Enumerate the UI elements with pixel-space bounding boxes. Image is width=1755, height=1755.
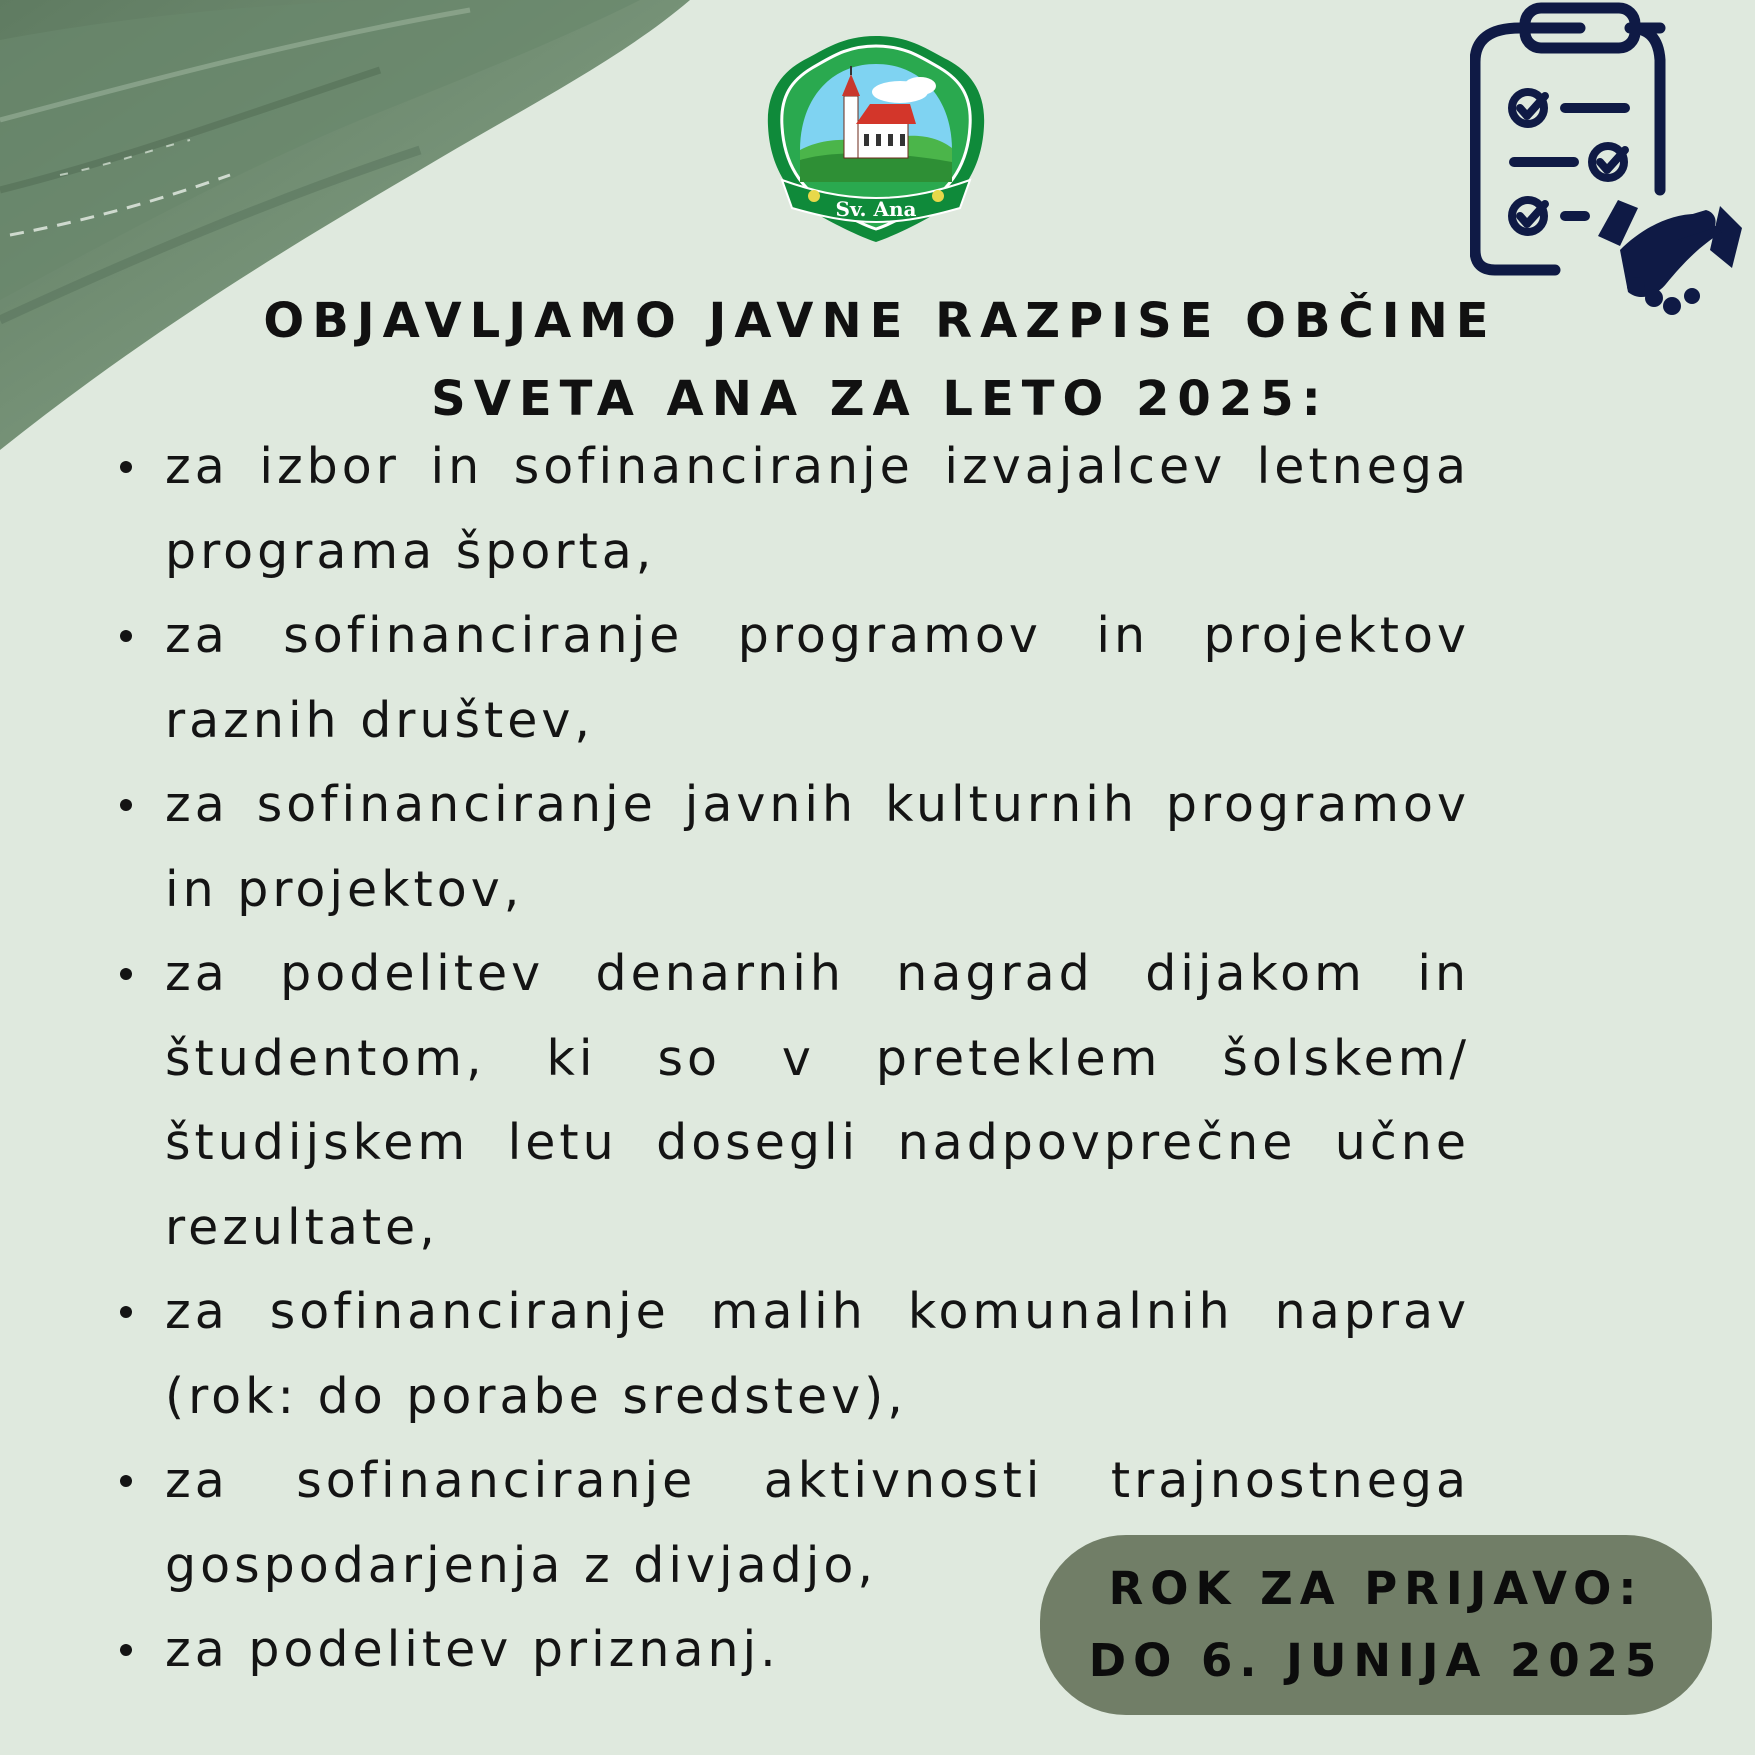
call-list [110, 425, 1470, 1693]
deadline-line-1: ROK ZA PRIJAVO: [1108, 1562, 1644, 1615]
call-item-culture: za sofinanciranje javnih kulturnih programov in projektov, [110, 763, 1470, 932]
heading-line-2: SVETA ANA ZA LETO 2025: [431, 371, 1329, 427]
call-item-student-awards: za podelitev denarnih nagrad dijakom in študentom, ki so v preteklem šolskem/ študijskem letu dosegli nadpovprečne učne rezultate, [110, 932, 1470, 1270]
call-item-societies: za sofinanciranje programov in projektov raznih društev, [110, 594, 1470, 763]
deadline-line-2: DO 6. JUNIJA 2025 [1088, 1634, 1664, 1687]
announcement-heading [230, 282, 1530, 438]
call-item-sewage-devices: za sofinanciranje malih komunalnih naprav (rok: do porabe sredstev), [110, 1270, 1470, 1439]
municipality-emblem-logo [760, 30, 992, 246]
heading-line-1: OBJAVLJAMO JAVNE RAZPISE OBČINE [263, 293, 1497, 349]
clipboard-handshake-icon [1470, 0, 1755, 325]
call-item-recognitions: za podelitev priznanj. [110, 1608, 1470, 1693]
emblem-label: Sv. Ana [835, 197, 917, 221]
deadline-badge [1040, 1535, 1712, 1715]
call-item-game-management: za sofinanciranje aktivnosti trajnostnega gospodarjenja z divjadjo, [110, 1439, 1470, 1608]
call-item-sport: za izbor in sofinanciranje izvajalcev letnega programa športa, [110, 425, 1470, 594]
